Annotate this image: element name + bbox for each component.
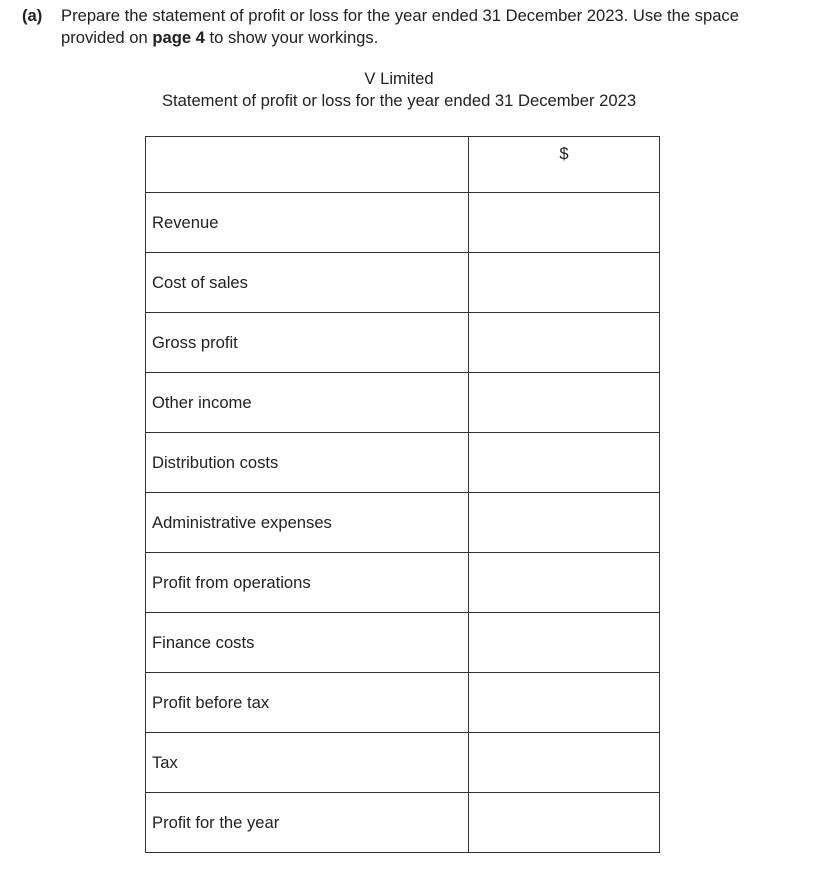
row-label: Administrative expenses xyxy=(146,493,469,553)
amount-cell[interactable] xyxy=(469,373,660,433)
question-line-2-end: to show your workings. xyxy=(204,28,379,47)
amount-cell[interactable] xyxy=(469,793,660,853)
question-label: (a) xyxy=(22,6,43,25)
statement-title: Statement of profit or loss for the year ended 31 December 2023 xyxy=(161,91,637,110)
row-label: Tax xyxy=(146,733,469,793)
row-label: Profit for the year xyxy=(146,793,469,853)
question-line-2-start: provided on xyxy=(61,28,153,47)
row-label: Finance costs xyxy=(146,613,469,673)
table-header-row xyxy=(146,137,660,193)
table-row xyxy=(146,313,660,373)
amount-cell[interactable] xyxy=(469,733,660,793)
row-label: Cost of sales xyxy=(146,253,469,313)
currency-header: $ xyxy=(469,137,660,193)
company-name: V Limited xyxy=(364,69,434,88)
profit-or-loss-table xyxy=(145,136,660,853)
table-row xyxy=(146,253,660,313)
amount-cell[interactable] xyxy=(469,613,660,673)
amount-cell[interactable] xyxy=(469,673,660,733)
row-label: Profit from operations xyxy=(146,553,469,613)
table-row xyxy=(146,613,660,673)
question-line-2 xyxy=(61,27,739,49)
amount-cell[interactable] xyxy=(469,493,660,553)
table-row xyxy=(146,433,660,493)
table-row xyxy=(146,493,660,553)
question-text xyxy=(61,5,739,49)
amount-cell[interactable] xyxy=(469,313,660,373)
table-row xyxy=(146,793,660,853)
row-label: Other income xyxy=(146,373,469,433)
amount-cell[interactable] xyxy=(469,433,660,493)
amount-cell[interactable] xyxy=(469,193,660,253)
question-line-1: Prepare the statement of profit or loss for the year ended 31 December 2023. Use the space xyxy=(61,6,739,25)
row-label: Profit before tax xyxy=(146,673,469,733)
page-reference: page 4 xyxy=(152,28,205,47)
table-row xyxy=(146,733,660,793)
table-row xyxy=(146,673,660,733)
row-label: Gross profit xyxy=(146,313,469,373)
header-blank-cell xyxy=(146,137,469,193)
table-row xyxy=(146,373,660,433)
table-row xyxy=(146,193,660,253)
row-label: Distribution costs xyxy=(146,433,469,493)
row-label: Revenue xyxy=(146,193,469,253)
table-row xyxy=(146,553,660,613)
amount-cell[interactable] xyxy=(469,253,660,313)
amount-cell[interactable] xyxy=(469,553,660,613)
